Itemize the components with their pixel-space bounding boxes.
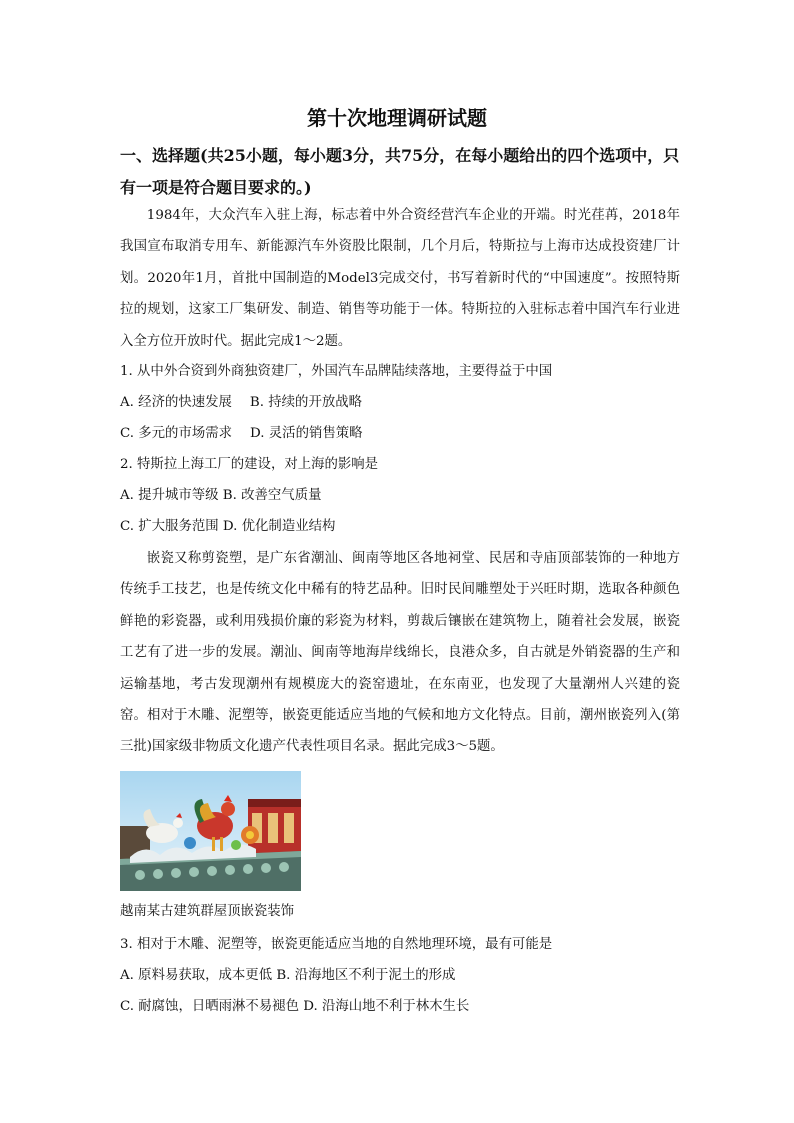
question-1-options-ab	[120, 387, 680, 418]
question-1-option-a: A. 经济的快速发展	[120, 395, 232, 410]
question-1-options-cd	[120, 418, 680, 449]
passage-2: 嵌瓷又称剪瓷塑，是广东省潮汕、闽南等地区各地祠堂、民居和寺庙顶部装饰的一种地方传统手工技艺，也是传统文化中稀有的特艺品种。旧时民间雕塑处于兴旺时期，选取各种颜色鲜艳的彩瓷器，或利用残损价廉的彩瓷为材料，剪裁后镶嵌在建筑物上，随着社会发展，嵌瓷工艺有了进一步的发展。潮汕、闽南等地海岸线绵长，良港众多，自古就是外销瓷器的生产和运输基地，考古发现潮州有规模庞大的瓷窑遗址，在东南亚，也发现了大量潮州人兴建的瓷窑。相对于木雕、泥塑等，嵌瓷更能适应当地的气候和地方文化特点。目前，潮州嵌瓷列入(第三批)国家级非物质文化遗产代表性项目名录。据此完成3～5题。	[120, 551, 680, 755]
question-3-stem: 3. 相对于木雕、泥塑等，嵌瓷更能适应当地的自然地理环境，最有可能是	[120, 937, 553, 952]
page-title: 第十次地理调研试题	[307, 106, 487, 130]
question-1-option-d: D. 灵活的销售策略	[250, 426, 363, 441]
question-3-options-ab: A. 原料易获取，成本更低 B. 沿海地区不利于泥土的形成	[120, 968, 456, 983]
figure-caption: 越南某古建筑群屋顶嵌瓷装饰	[120, 904, 295, 919]
question-2-stem: 2. 特斯拉上海工厂的建设，对上海的影响是	[120, 457, 379, 472]
question-2-options-cd: C. 扩大服务范围 D. 优化制造业结构	[120, 519, 336, 534]
roof-decoration-illustration	[120, 771, 301, 891]
roof-decoration-photo	[120, 771, 301, 891]
question-1-option-b: B. 持续的开放战略	[249, 395, 363, 410]
section-heading: 一、选择题(共25小题，每小题3分，共75分，在每小题给出的四个选项中，只有一项是符合题目要求的。)	[120, 146, 680, 197]
question-1-option-c: C. 多元的市场需求	[120, 426, 233, 441]
passage-1: 1984年，大众汽车入驻上海，标志着中外合资经营汽车企业的开端。时光荏苒，2018年我国宣布取消专用车、新能源汽车外资股比限制，几个月后，特斯拉与上海市达成投资建厂计划。2020年1月，首批中国制造的Model3完成交付，书写着新时代的“中国速度”。按照特斯拉的规划，这家工厂集研发、制造、销售等功能于一体。特斯拉的入驻标志着中国汽车行业进入全方位开放时代。据此完成1～2题。	[120, 208, 680, 349]
question-1-stem: 1. 从中外合资到外商独资建厂，外国汽车品牌陆续落地，主要得益于中国	[120, 364, 553, 379]
question-2-options-ab: A. 提升城市等级 B. 改善空气质量	[120, 488, 322, 503]
question-3-options-cd: C. 耐腐蚀，日晒雨淋不易褪色 D. 沿海山地不利于林木生长	[120, 999, 470, 1014]
